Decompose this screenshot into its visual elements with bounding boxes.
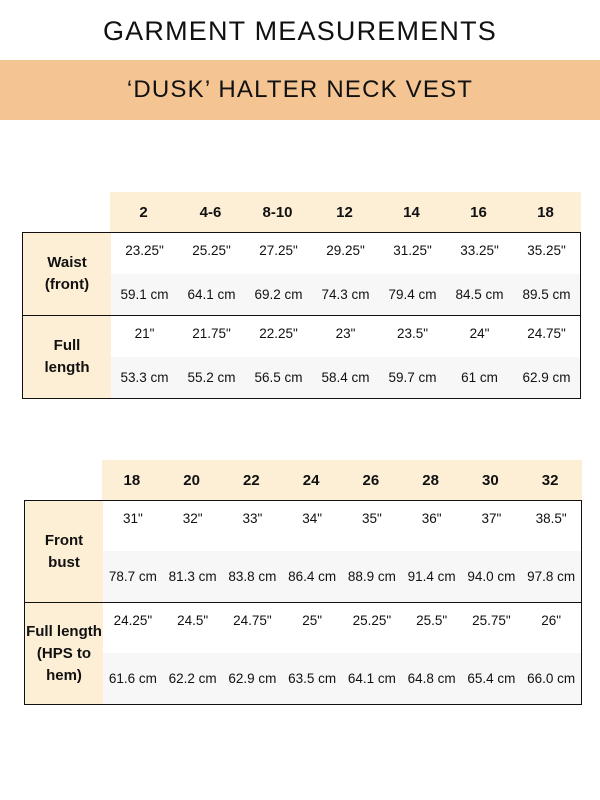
cm-value: 97.8 cm xyxy=(527,569,576,584)
inches-value: 23" xyxy=(335,326,356,341)
measurement-group xyxy=(25,501,581,602)
measurement-values xyxy=(111,233,580,315)
size-header: 32 xyxy=(541,471,559,489)
inches-value: 25" xyxy=(302,613,323,628)
cm-value: 62.2 cm xyxy=(168,671,217,686)
inches-value: 23.25" xyxy=(125,243,164,258)
inches-row xyxy=(111,316,580,357)
measurement-label-text: Full length (HPS to hem) xyxy=(26,622,102,684)
cm-value: 83.8 cm xyxy=(228,569,277,584)
cm-value: 69.2 cm xyxy=(254,287,303,302)
size-header: 12 xyxy=(336,203,353,221)
cm-value: 64.1 cm xyxy=(187,287,236,302)
size-header: 14 xyxy=(403,203,420,221)
inches-value: 25.25" xyxy=(192,243,231,258)
cm-row xyxy=(111,274,580,315)
cm-value: 64.8 cm xyxy=(407,671,456,686)
measurement-label-text: Waist (front) xyxy=(44,254,90,293)
cm-value: 59.1 cm xyxy=(120,287,169,302)
inches-value: 34" xyxy=(302,511,323,526)
size-header-row xyxy=(24,460,582,500)
measurements-body xyxy=(24,500,582,705)
measurement-label-text: Front bust xyxy=(44,531,84,571)
inches-value: 27.25" xyxy=(259,243,298,258)
cm-value: 56.5 cm xyxy=(254,370,303,385)
cm-value: 74.3 cm xyxy=(321,287,370,302)
size-header: 18 xyxy=(123,471,141,489)
measurements-table-sizes-2-18 xyxy=(22,192,581,399)
inches-value: 25.75" xyxy=(472,613,511,628)
inches-value: 38.5" xyxy=(535,511,567,526)
cm-value: 64.1 cm xyxy=(347,671,396,686)
measurements-body xyxy=(22,232,581,399)
cm-value: 53.3 cm xyxy=(120,370,169,385)
inches-value: 31" xyxy=(122,511,143,526)
inches-value: 33" xyxy=(242,511,263,526)
cm-value: 55.2 cm xyxy=(187,370,236,385)
cm-value: 91.4 cm xyxy=(407,569,456,584)
size-header: 28 xyxy=(422,471,439,489)
inches-value: 25.5" xyxy=(416,613,448,628)
cm-value: 89.5 cm xyxy=(522,287,571,302)
inches-value: 35.25" xyxy=(527,243,566,258)
inches-value: 25.25" xyxy=(352,613,392,628)
header-corner xyxy=(24,460,102,500)
cm-value: 81.3 cm xyxy=(168,569,217,584)
header-corner xyxy=(22,192,110,232)
inches-value: 24.75" xyxy=(233,613,272,628)
size-header-row xyxy=(22,192,581,232)
inches-value: 24" xyxy=(469,326,490,341)
inches-row xyxy=(103,603,581,653)
cm-row xyxy=(103,551,581,602)
page-title: GARMENT MEASUREMENTS xyxy=(102,16,498,46)
cm-value: 58.4 cm xyxy=(321,370,370,385)
size-header: 24 xyxy=(302,471,320,489)
size-header: 4-6 xyxy=(199,203,222,221)
inches-value: 35" xyxy=(361,511,382,526)
size-header: 30 xyxy=(482,471,499,489)
cm-row xyxy=(111,357,580,398)
cm-row xyxy=(103,653,581,704)
cm-value: 59.7 cm xyxy=(388,370,437,385)
cm-value: 94.0 cm xyxy=(467,569,516,584)
inches-value: 31.25" xyxy=(393,243,432,258)
inches-row xyxy=(111,233,580,274)
measurement-label xyxy=(23,316,111,398)
inches-value: 29.25" xyxy=(326,243,365,258)
measurement-group xyxy=(23,233,580,315)
inches-value: 32" xyxy=(182,511,203,526)
measurement-values xyxy=(111,316,580,398)
size-header: 8-10 xyxy=(262,203,293,221)
cm-value: 86.4 cm xyxy=(288,569,337,584)
measurement-label xyxy=(23,233,111,315)
measurement-group xyxy=(23,315,580,398)
measurement-group xyxy=(25,602,581,704)
cm-value: 84.5 cm xyxy=(455,287,504,302)
cm-value: 88.9 cm xyxy=(347,569,396,584)
inches-value: 24.25" xyxy=(113,613,153,628)
cm-value: 79.4 cm xyxy=(388,287,437,302)
cm-value: 78.7 cm xyxy=(108,569,157,584)
measurement-values xyxy=(103,501,581,602)
inches-value: 36" xyxy=(421,511,442,526)
inches-value: 21.75" xyxy=(192,326,231,341)
inches-value: 33.25" xyxy=(460,243,499,258)
inches-value: 22.25" xyxy=(259,326,298,341)
cm-value: 66.0 cm xyxy=(527,671,576,686)
cm-value: 61.6 cm xyxy=(108,671,157,686)
measurement-label xyxy=(25,603,103,704)
garment-name-banner xyxy=(0,60,600,120)
measurement-label-text: Full length xyxy=(44,337,90,376)
cm-value: 63.5 cm xyxy=(288,671,337,686)
inches-value: 21" xyxy=(134,326,155,341)
inches-value: 24.5" xyxy=(177,613,209,628)
inches-value: 26" xyxy=(541,613,562,628)
inches-value: 24.75" xyxy=(527,326,566,341)
measurement-label xyxy=(25,501,103,602)
cm-value: 62.9 cm xyxy=(522,370,571,385)
cm-value: 62.9 cm xyxy=(228,671,277,686)
size-header: 2 xyxy=(139,203,148,221)
cm-value: 61 cm xyxy=(461,370,498,385)
inches-value: 23.5" xyxy=(396,326,429,341)
garment-name: ‘DUSK’ HALTER NECK VEST xyxy=(126,76,474,103)
size-header: 26 xyxy=(362,471,380,489)
size-header: 16 xyxy=(470,203,487,221)
measurements-table-sizes-18-32 xyxy=(24,460,582,705)
size-header: 18 xyxy=(537,203,554,221)
inches-row xyxy=(103,501,581,551)
measurement-values xyxy=(103,603,581,704)
size-header: 20 xyxy=(183,471,200,489)
inches-value: 37" xyxy=(481,511,502,526)
cm-value: 65.4 cm xyxy=(467,671,516,686)
size-header: 22 xyxy=(243,471,260,489)
